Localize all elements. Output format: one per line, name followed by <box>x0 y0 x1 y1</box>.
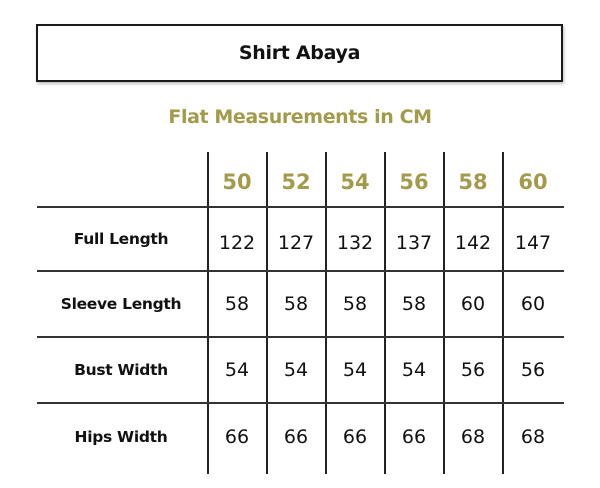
table-cell: 54 <box>342 359 368 381</box>
table-cell: 58 <box>401 293 427 315</box>
table-cell: 58 <box>283 293 309 315</box>
table-cell: 68 <box>520 426 546 448</box>
table-cell: 66 <box>224 426 250 448</box>
table-cell: 68 <box>460 426 486 448</box>
table-cell: 127 <box>277 232 315 254</box>
table-cell: 142 <box>454 232 492 254</box>
page-subtitle: Flat Measurements in CM <box>168 106 432 128</box>
table-cell: 58 <box>342 293 368 315</box>
table-cell: 147 <box>514 232 552 254</box>
page-title: Shirt Abaya <box>238 42 361 64</box>
row-label-full-length: Full Length <box>73 230 169 248</box>
table-cell: 60 <box>520 293 546 315</box>
size-header: 50 <box>222 170 252 194</box>
row-label-sleeve-length: Sleeve Length <box>60 295 182 313</box>
table-cell: 54 <box>283 359 309 381</box>
table-cell: 56 <box>460 359 486 381</box>
table-cell: 54 <box>224 359 250 381</box>
size-header: 52 <box>281 170 311 194</box>
table-cell: 132 <box>336 232 374 254</box>
table-cell: 60 <box>460 293 486 315</box>
table-cell: 137 <box>395 232 433 254</box>
size-header: 54 <box>340 170 370 194</box>
table-cell: 56 <box>520 359 546 381</box>
table-cell: 66 <box>283 426 309 448</box>
size-header: 56 <box>399 170 429 194</box>
size-header: 60 <box>518 170 548 194</box>
table-cell: 58 <box>224 293 250 315</box>
table-cell: 122 <box>218 232 256 254</box>
table-cell: 54 <box>401 359 427 381</box>
table-cell: 66 <box>401 426 427 448</box>
size-header: 58 <box>458 170 488 194</box>
row-label-bust-width: Bust Width <box>74 361 168 379</box>
table-cell: 66 <box>342 426 368 448</box>
row-label-hips-width: Hips Width <box>74 428 168 446</box>
